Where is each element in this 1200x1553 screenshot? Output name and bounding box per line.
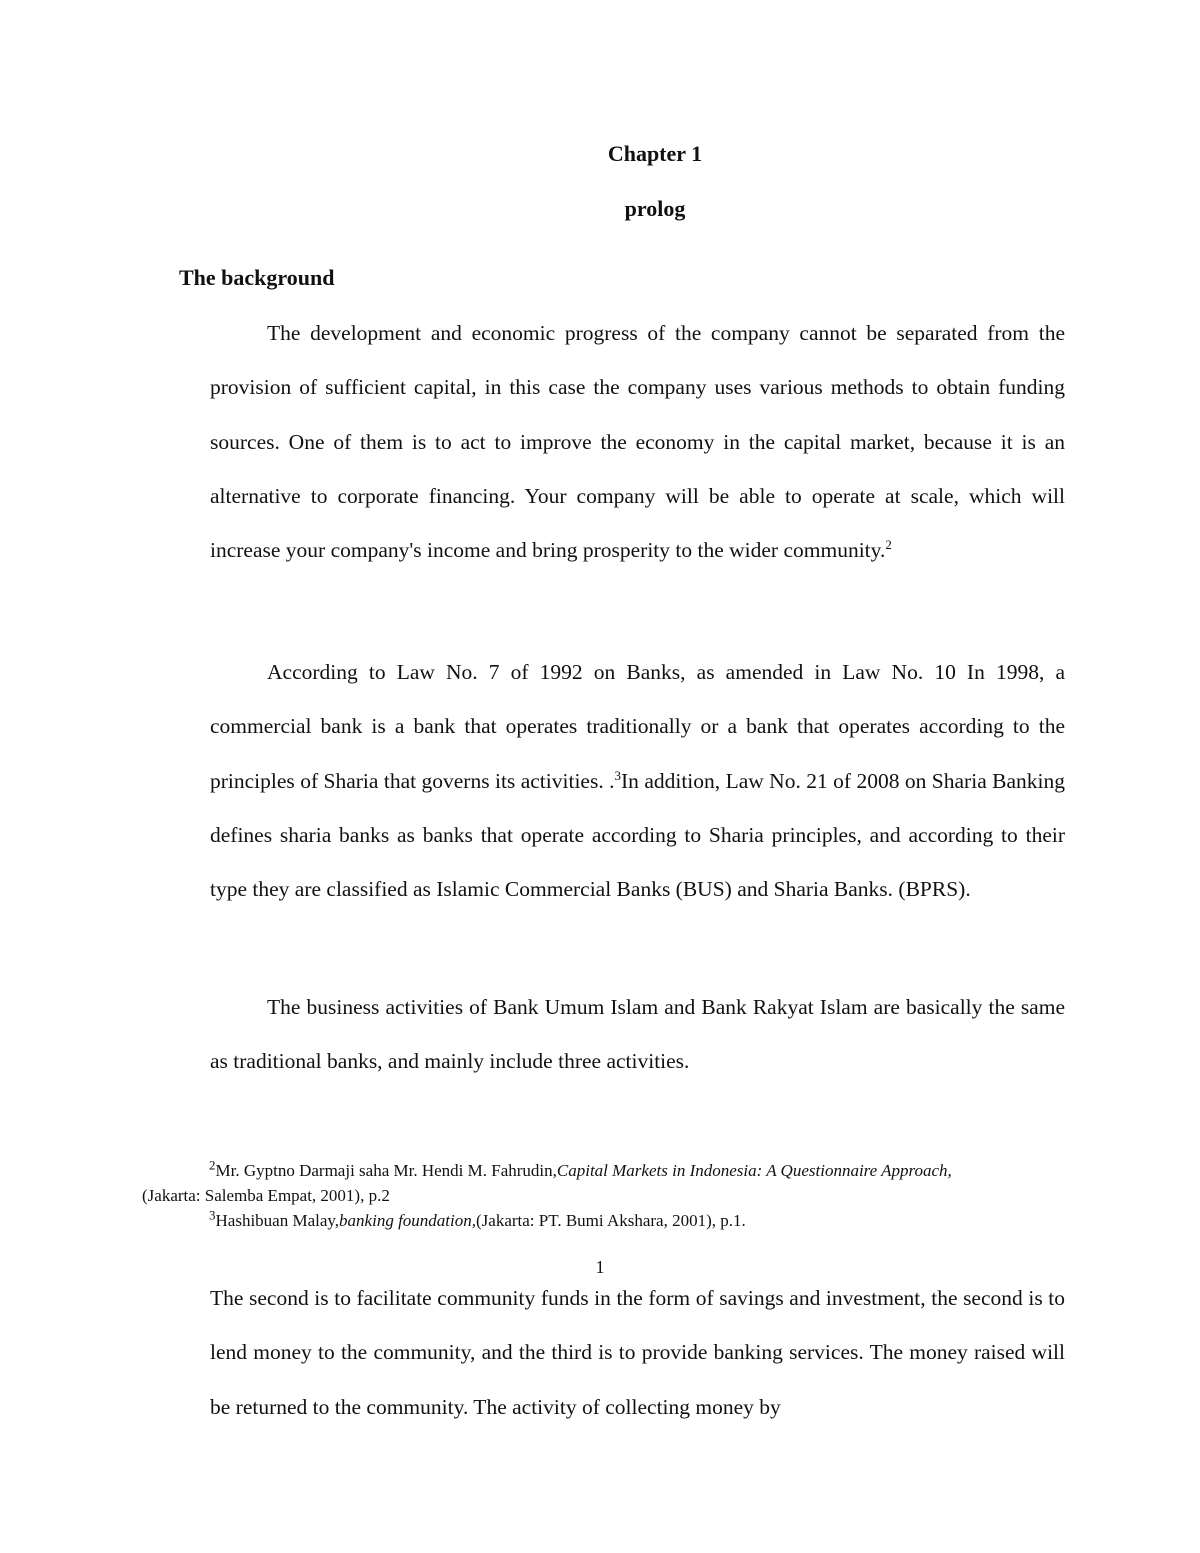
footnote-publication: (Jakarta: Salemba Empat, 2001), p.2	[142, 1186, 390, 1205]
paragraph-2	[210, 645, 1065, 916]
section-heading: The background	[179, 265, 335, 290]
page-number: 1	[595, 1257, 605, 1277]
footnote-publication: (Jakarta: PT. Bumi Akshara, 2001), p.1.	[476, 1211, 746, 1230]
paragraph-2-text-a: According to Law No. 7 of 1992 on Banks, as amended in Law No. 10 In 1998, a commercial bank is a bank that operates traditionally or a bank that operates according to the principles of Sharia that governs its activities. .	[210, 660, 1065, 793]
footnote-ref-2: 2	[885, 537, 892, 553]
chapter-subtitle: prolog	[624, 196, 686, 221]
paragraph-1	[210, 306, 1065, 577]
footnote-2	[142, 1158, 1002, 1208]
paragraph-3-text: The business activities of Bank Umum Islam and Bank Rakyat Islam are basically the same as traditional banks, and mainly include three activities.	[210, 995, 1065, 1074]
next-page-paragraph: The second is to facilitate community funds in the form of savings and investment, the second is to lend money to the community, and the third is to provide banking services. The money raised will be returned to the community. The activity of collecting money by	[210, 1286, 1065, 1419]
footnotes	[142, 1158, 1002, 1233]
footnote-author: Hashibuan Malay,	[215, 1211, 340, 1230]
paragraph-1-text: The development and economic progress of the company cannot be separated from the provision of sufficient capital, in this case the company uses various methods to obtain funding sources. One of them is to act to improve the economy in the capital market, because it is an alternative to corporate financing. Your company will be able to operate at scale, which will increase your company's income and bring prosperity to the wider community.	[210, 321, 1065, 563]
chapter-title: Chapter 1	[607, 141, 703, 166]
footnote-ref-3: 3	[614, 767, 621, 783]
footnote-number: 2	[209, 1157, 216, 1173]
footnote-author: Mr. Gyptno Darmaji saha Mr. Hendi M. Fahrudin,	[215, 1161, 557, 1180]
paragraph-2-text-b: In addition, Law No. 21 of 2008 on Sharia Banking defines sharia banks as banks that operate according to Sharia principles, and according to their type they are classified as Islamic Commercial Banks (BUS) and Sharia Banks. (BPRS).	[210, 768, 1066, 902]
footnote-title: Capital Markets in Indonesia: A Questionnaire Approach,	[556, 1161, 952, 1180]
footnote-title: banking foundation,	[339, 1211, 476, 1230]
footnote-3	[142, 1208, 1002, 1233]
footnote-number: 3	[209, 1207, 216, 1223]
paragraph-3	[210, 980, 1065, 1089]
